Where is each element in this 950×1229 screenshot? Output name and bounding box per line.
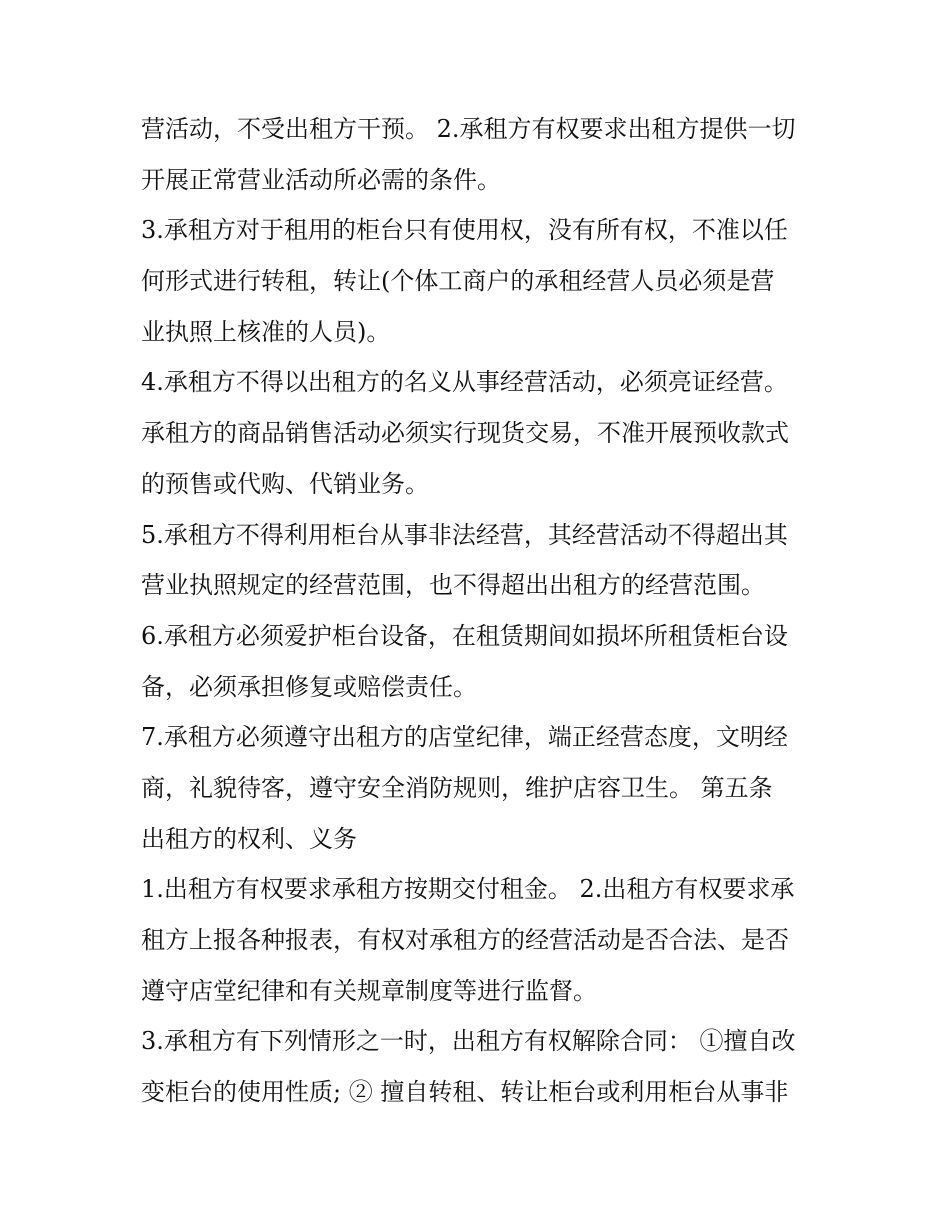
text-line: 何形式进行转租，转让(个体工商户的承租经营人员必须是营 xyxy=(141,267,775,296)
text-line: 4.承租方不得以出租方的名义从事经营活动，必须亮证经营。 xyxy=(141,368,788,397)
text-line: 3.承租方有下列情形之一时，出租方有权解除合同： ①擅自改 xyxy=(141,1027,796,1056)
text-line: 的预售或代购、代销业务。 xyxy=(141,469,429,498)
text-line: 5.承租方不得利用柜台从事非法经营，其经营活动不得超出其 xyxy=(141,520,788,549)
text-line: 承租方的商品销售活动必须实行现货交易，不准开展预收款式 xyxy=(141,419,789,448)
text-line: 出租方的权利、义务 xyxy=(141,824,357,853)
text-line: 遵守店堂纪律和有关规章制度等进行监督。 xyxy=(141,976,597,1005)
text-line: 7.承租方必须遵守出租方的店堂纪律，端正经营态度，文明经 xyxy=(141,723,788,752)
text-line: 3.承租方对于租用的柜台只有使用权，没有所有权，不准以任 xyxy=(141,216,788,245)
text-line: 业执照上核准的人员)。 xyxy=(141,317,391,346)
document-body xyxy=(141,104,821,1118)
text-line: 营活动，不受出租方干预。 2.承租方有权要求出租方提供一切 xyxy=(141,115,796,143)
text-line: 1.出租方有权要求承租方按期交付租金。 2.出租方有权要求承 xyxy=(141,875,795,904)
text-line: 6.承租方必须爱护柜台设备，在租赁期间如损坏所租赁柜台设 xyxy=(141,621,788,650)
text-line: 备，必须承担修复或赔偿责任。 xyxy=(141,672,477,701)
text-line: 租方上报各种报表，有权对承租方的经营活动是否合法、是否 xyxy=(141,926,789,954)
text-line: 商，礼貌待客，遵守安全消防规则，维护店容卫生。 第五条 xyxy=(141,773,773,802)
text-line: 营业执照规定的经营范围，也不得超出出租方的经营范围。 xyxy=(141,571,765,600)
text-line: 开展正常营业活动所必需的条件。 xyxy=(141,165,501,194)
text-line: 变柜台的使用性质; ② 擅自转租、转让柜台或利用柜台从事非 xyxy=(141,1078,789,1107)
